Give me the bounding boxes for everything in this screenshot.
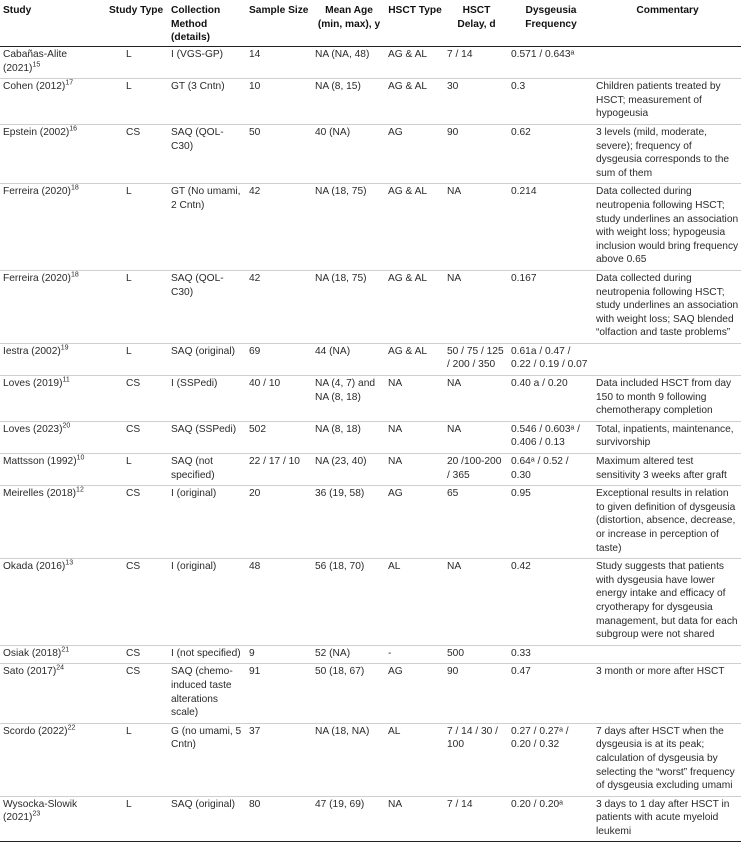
study-name: Ferreira (2020) xyxy=(3,186,71,198)
reference-number: 23 xyxy=(32,810,41,818)
cell-hsct-delay: 500 xyxy=(447,647,464,659)
cell-commentary: Total, inpatients, maintenance, survivorship xyxy=(596,423,734,449)
cell-sample-size: 80 xyxy=(249,798,261,810)
cell-study xyxy=(0,270,106,343)
cell-study xyxy=(0,343,106,375)
header-hsct-type: HSCT Type xyxy=(388,5,442,16)
cell-hsct-type: AG & AL xyxy=(388,81,428,93)
cell-mean-age: NA (23, 40) xyxy=(315,456,367,468)
cell-dysgeusia-frequency: 0.95 xyxy=(511,488,531,500)
cell-hsct-delay: 7 / 14 / 30 / 100 xyxy=(447,725,498,751)
cell-hsct-delay: 50 / 75 / 125 / 200 / 350 xyxy=(447,345,504,371)
cell-sample-size: 50 xyxy=(249,126,261,138)
cell-commentary: 3 days to 1 day after HSCT in patients with acute myeloid leukemi xyxy=(596,798,730,837)
table-row xyxy=(0,376,741,422)
cell-study-type: L xyxy=(126,272,132,284)
cell-dysgeusia-frequency: 0.33 xyxy=(511,647,531,659)
cell-hsct-delay: 7 / 14 xyxy=(447,49,473,60)
table-row xyxy=(0,796,741,842)
cell-mean-age: NA (18, 75) xyxy=(315,186,367,198)
cell-collection-method: GT (No umami, 2 Cntn) xyxy=(171,186,241,211)
cell-dysgeusia-frequency: 0.571 / 0.643ᵃ xyxy=(511,49,575,60)
cell-commentary: Data included HSCT from day 150 to month 9 following chemotherapy completion xyxy=(596,378,732,417)
cell-dysgeusia-frequency: 0.61a / 0.47 / 0.22 / 0.19 / 0.07 xyxy=(511,345,588,371)
cell-collection-method: I (original) xyxy=(171,488,217,500)
cell-dysgeusia-frequency: 0.40 a / 0.20 xyxy=(511,378,568,390)
table-row xyxy=(0,421,741,453)
table-row xyxy=(0,723,741,796)
cell-commentary xyxy=(593,343,741,375)
reference-number: 16 xyxy=(69,125,78,133)
cell-sample-size: 42 xyxy=(249,186,261,198)
reference-number: 12 xyxy=(76,486,84,494)
cell-commentary: 7 days after HSCT when the dysgeusia is at its peak; calculation of dysgeusia by selecting the “worst” frequency of dysgeusia excluding umami xyxy=(596,725,735,792)
cell-study xyxy=(0,421,106,453)
cell-study xyxy=(0,559,106,646)
cell-sample-size: 20 xyxy=(249,488,261,500)
reference-number: 17 xyxy=(65,79,74,87)
reference-number: 11 xyxy=(62,376,70,384)
cell-study xyxy=(0,47,106,79)
cell-sample-size: 91 xyxy=(249,666,261,678)
cell-dysgeusia-frequency: 0.27 / 0.27ᵃ / 0.20 / 0.32 xyxy=(511,725,569,751)
cell-study xyxy=(0,723,106,796)
cell-study-type: L xyxy=(126,798,132,810)
cell-dysgeusia-frequency: 0.3 xyxy=(511,81,526,93)
reference-number: 22 xyxy=(67,724,76,732)
cell-study xyxy=(0,79,106,125)
cell-hsct-type: AG & AL xyxy=(388,49,428,60)
cell-collection-method: SAQ (QOL-C30) xyxy=(171,126,224,152)
cell-mean-age: 40 (NA) xyxy=(315,126,351,138)
cell-sample-size: 42 xyxy=(249,272,261,284)
cell-collection-method: I (SSPedi) xyxy=(171,378,218,390)
cell-commentary xyxy=(593,645,741,664)
cell-study xyxy=(0,376,106,422)
cell-sample-size: 14 xyxy=(249,49,261,60)
cell-commentary: 3 month or more after HSCT xyxy=(596,666,725,678)
cell-hsct-type: - xyxy=(388,647,392,659)
cell-collection-method: SAQ (SSPedi) xyxy=(171,423,237,435)
table-row xyxy=(0,47,741,79)
cell-dysgeusia-frequency: 0.47 xyxy=(511,666,531,678)
study-name: Cabañas-Alite (2021) xyxy=(3,49,67,74)
cell-sample-size: 48 xyxy=(249,561,261,573)
cell-hsct-delay: 90 xyxy=(447,666,459,678)
cell-commentary: Maximum altered test sensitivity 3 weeks after graft xyxy=(596,456,727,481)
header-hsct-delay: HSCT Delay, d xyxy=(457,5,496,30)
cell-hsct-delay: 30 xyxy=(447,81,459,93)
cell-sample-size: 502 xyxy=(249,423,266,435)
table-row xyxy=(0,124,741,183)
cell-hsct-type: NA xyxy=(388,423,403,435)
cell-dysgeusia-frequency: 0.546 / 0.603ᵃ / 0.406 / 0.13 xyxy=(511,423,580,449)
cell-collection-method: SAQ (original) xyxy=(171,798,235,810)
header-collection-method: Collection Method (details) xyxy=(171,5,221,44)
table-row xyxy=(0,559,741,646)
cell-mean-age: 50 (18, 67) xyxy=(315,666,365,678)
cell-study-type: L xyxy=(126,345,132,357)
study-name: Meirelles (2018) xyxy=(3,488,77,500)
header-commentary: Commentary xyxy=(636,5,699,16)
reference-number: 15 xyxy=(32,61,41,69)
study-name: Okada (2016) xyxy=(3,561,66,573)
cell-study-type: CS xyxy=(126,126,141,138)
cell-hsct-delay: 7 / 14 xyxy=(447,798,473,810)
table-row xyxy=(0,184,741,271)
cell-study-type: L xyxy=(126,456,132,468)
cell-sample-size: 10 xyxy=(249,81,261,93)
cell-hsct-delay: 20 /100-200 / 365 xyxy=(447,456,502,481)
cell-collection-method: SAQ (not specified) xyxy=(171,456,215,481)
cell-mean-age: 52 (NA) xyxy=(315,647,351,659)
cell-study-type: L xyxy=(126,81,132,93)
cell-sample-size: 22 / 17 / 10 xyxy=(249,456,300,468)
reference-number: 10 xyxy=(76,454,85,462)
cell-collection-method: I (original) xyxy=(171,561,217,573)
header-dysgeusia-frequency: Dysgeusia Frequency xyxy=(525,5,577,30)
cell-study-type: L xyxy=(126,725,132,737)
table-row xyxy=(0,343,741,375)
cell-study xyxy=(0,645,106,664)
table-row xyxy=(0,486,741,559)
cell-hsct-delay: NA xyxy=(447,378,462,390)
cell-hsct-type: NA xyxy=(388,456,403,468)
cell-hsct-type: AL xyxy=(388,725,401,737)
cell-study xyxy=(0,184,106,271)
cell-mean-age: NA (8, 18) xyxy=(315,423,361,435)
cell-dysgeusia-frequency: 0.42 xyxy=(511,561,531,573)
cell-study-type: CS xyxy=(126,488,141,500)
header-study: Study xyxy=(3,5,32,16)
reference-number: 18 xyxy=(70,184,79,192)
reference-number: 21 xyxy=(61,646,70,654)
cell-dysgeusia-frequency: 0.167 xyxy=(511,272,537,284)
cell-study xyxy=(0,486,106,559)
study-name: Ferreira (2020) xyxy=(3,272,71,284)
cell-hsct-delay: NA xyxy=(447,561,462,573)
table-row xyxy=(0,79,741,125)
study-name: Wysocka-Slowik (2021) xyxy=(3,798,78,824)
cell-commentary: Children patients treated by HSCT; measurement of hypogeusia xyxy=(596,81,721,120)
cell-hsct-type: AG xyxy=(388,666,403,678)
cell-hsct-type: AG & AL xyxy=(388,186,428,198)
study-name: Sato (2017) xyxy=(3,666,57,678)
cell-mean-age: NA (18, 75) xyxy=(315,272,367,284)
cell-hsct-delay: 90 xyxy=(447,126,459,138)
cell-collection-method: SAQ (QOL-C30) xyxy=(171,272,224,298)
cell-study-type: CS xyxy=(126,378,141,390)
cell-commentary: 3 levels (mild, moderate, severe); frequency of dysgeusia corresponds to the sum of them xyxy=(596,126,730,179)
cell-mean-age: NA (18, NA) xyxy=(315,725,370,737)
study-name: Cohen (2012) xyxy=(3,81,66,93)
reference-number: 24 xyxy=(56,664,65,672)
cell-study-type: L xyxy=(126,186,132,198)
cell-hsct-delay: NA xyxy=(447,423,462,435)
cell-hsct-delay: NA xyxy=(447,272,462,284)
table-header-row xyxy=(0,0,741,47)
cell-dysgeusia-frequency: 0.64ᵃ / 0.52 / 0.30 xyxy=(511,456,569,481)
cell-hsct-delay: 65 xyxy=(447,488,459,500)
reference-number: 13 xyxy=(65,559,74,567)
cell-mean-age: NA (8, 15) xyxy=(315,81,361,93)
cell-study xyxy=(0,796,106,842)
cell-commentary: Data collected during neutropenia following HSCT; study underlines an association with weight loss; SAQ blended “olfaction and taste problems” xyxy=(596,272,739,339)
reference-number: 18 xyxy=(70,271,79,279)
cell-collection-method: G (no umami, 5 Cntn) xyxy=(171,725,242,751)
reference-number: 20 xyxy=(62,422,71,430)
cell-sample-size: 37 xyxy=(249,725,261,737)
cell-hsct-type: AG xyxy=(388,488,403,500)
study-name: Iestra (2002) xyxy=(3,345,61,357)
cell-collection-method: SAQ (original) xyxy=(171,345,235,357)
cell-hsct-delay: NA xyxy=(447,186,462,198)
cell-commentary: Study suggests that patients with dysgeusia have lower energy intake and efficacy of cryotherapy for dysgeusia management, but data for each subgroup were not shared xyxy=(596,561,738,641)
cell-collection-method: SAQ (chemo-induced taste alterations scale) xyxy=(171,666,233,719)
header-study-type: Study Type xyxy=(109,5,164,16)
cell-study-type: CS xyxy=(126,647,141,659)
cell-study-type: CS xyxy=(126,561,141,573)
cell-hsct-type: AG & AL xyxy=(388,345,428,357)
study-name: Osiak (2018) xyxy=(3,647,62,659)
cell-mean-age: 36 (19, 58) xyxy=(315,488,365,500)
study-name: Epstein (2002) xyxy=(3,126,70,138)
header-mean-age: Mean Age (min, max), y xyxy=(317,5,381,30)
cell-collection-method: GT (3 Cntn) xyxy=(171,81,225,93)
cell-dysgeusia-frequency: 0.20 / 0.20ᵃ xyxy=(511,798,563,810)
header-sample-size: Sample Size xyxy=(249,5,309,16)
cell-study-type: CS xyxy=(126,423,141,435)
cell-sample-size: 9 xyxy=(249,647,255,659)
cell-commentary: Data collected during neutropenia following HSCT; study underlines an association with weight loss; hypogeusia inclusion would bring frequency above 0.65 xyxy=(596,186,739,266)
table-row xyxy=(0,664,741,723)
cell-mean-age: NA (4, 7) and NA (8, 18) xyxy=(315,378,376,403)
table-row xyxy=(0,270,741,343)
cell-study xyxy=(0,664,106,723)
cell-hsct-type: NA xyxy=(388,798,403,810)
cell-dysgeusia-frequency: 0.62 xyxy=(511,126,531,138)
cell-hsct-type: AL xyxy=(388,561,401,573)
cell-hsct-type: AG xyxy=(388,126,403,138)
study-name: Loves (2019) xyxy=(3,378,63,390)
cell-study xyxy=(0,454,106,486)
table-row xyxy=(0,454,741,486)
cell-study xyxy=(0,124,106,183)
cell-mean-age: 56 (18, 70) xyxy=(315,561,365,573)
cell-commentary xyxy=(593,47,741,79)
cell-study-type: L xyxy=(126,49,132,60)
study-name: Loves (2023) xyxy=(3,423,63,435)
cell-sample-size: 69 xyxy=(249,345,261,357)
cell-hsct-type: NA xyxy=(388,378,403,390)
cell-commentary: Exceptional results in relation to given definition of dysgeusia (distortion, absence, decrease, or increase in perception of taste) xyxy=(596,488,736,554)
cell-study-type: CS xyxy=(126,666,141,678)
reference-number: 19 xyxy=(60,344,69,352)
cell-mean-age: NA (NA, 48) xyxy=(315,49,370,60)
cell-mean-age: 44 (NA) xyxy=(315,345,351,357)
cell-mean-age: 47 (19, 69) xyxy=(315,798,365,810)
cell-hsct-type: AG & AL xyxy=(388,272,428,284)
study-name: Mattsson (1992) xyxy=(3,456,77,468)
cell-sample-size: 40 / 10 xyxy=(249,378,281,390)
cell-dysgeusia-frequency: 0.214 xyxy=(511,186,537,198)
table-row xyxy=(0,645,741,664)
study-name: Scordo (2022) xyxy=(3,725,68,737)
cell-collection-method: I (not specified) xyxy=(171,647,241,659)
cell-collection-method: I (VGS-GP) xyxy=(171,49,224,60)
